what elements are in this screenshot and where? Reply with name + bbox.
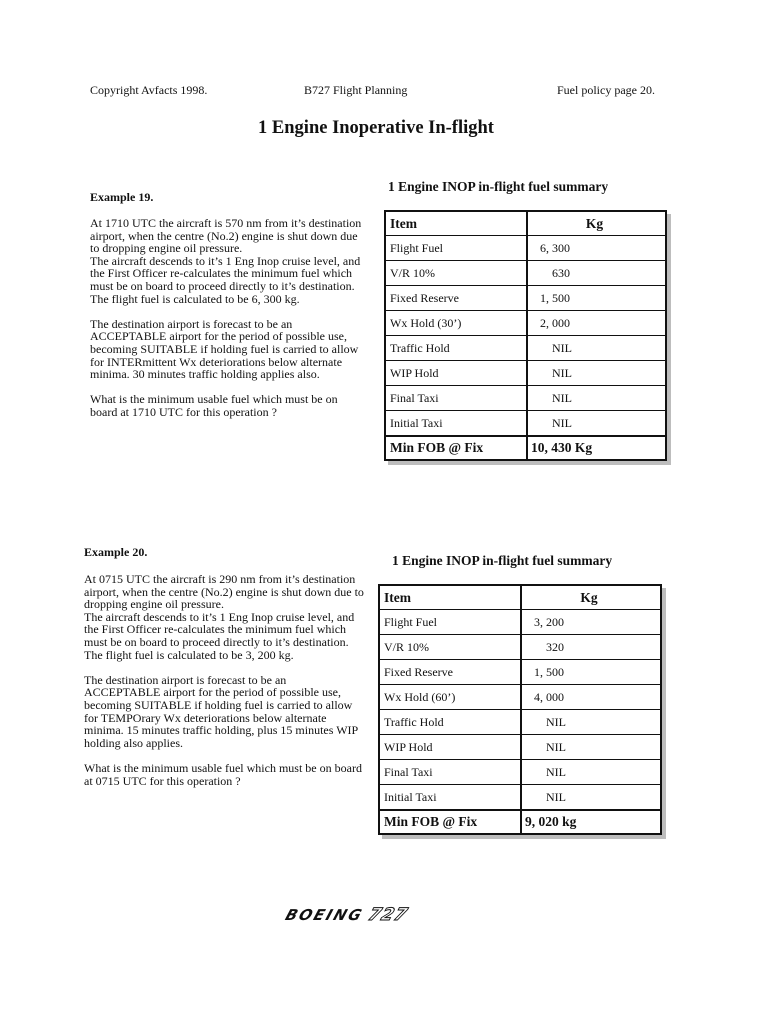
example-19-table-title: 1 Engine INOP in-flight fuel summary (388, 179, 609, 194)
row-kg: NIL (527, 411, 666, 437)
table-row (385, 411, 666, 437)
example-19-label: Example 19. (90, 190, 154, 204)
table-header-row (385, 211, 666, 236)
row-item: WIP Hold (379, 735, 521, 760)
example-19-scenario: At 1710 UTC the aircraft is 570 nm from it’s destination airport, when the centre (No.2) engine is shut down due to dropping engine oil pressure. The aircraft descends to it’s 1 Eng Inop cruise level, and the First Officer re-calculates the minimum fuel which must be on board to proceed directly to it’s destination. The flight fuel is calculated to be 6, 300 kg. (90, 216, 362, 306)
row-kg: 630 (527, 261, 666, 286)
total-value: 9, 020 kg (521, 810, 661, 834)
page-reference: Fuel policy page 20. (557, 83, 655, 97)
table-row (385, 236, 666, 261)
row-item: Final Taxi (385, 386, 527, 411)
total-label: Min FOB @ Fix (385, 436, 527, 460)
row-item: Final Taxi (379, 760, 521, 785)
row-kg: NIL (527, 361, 666, 386)
row-item: Wx Hold (30’) (385, 311, 527, 336)
row-kg: NIL (521, 735, 661, 760)
row-kg: 2, 000 (527, 311, 666, 336)
example-20-table-title: 1 Engine INOP in-flight fuel summary (392, 553, 613, 568)
table-row (385, 386, 666, 411)
col-item-header: Item (379, 585, 521, 610)
example-20-scenario: At 0715 UTC the aircraft is 290 nm from it’s destination airport, when the centre (No.2) engine is shut down due to dropping engine oil pressure. The aircraft descends to it’s 1 Eng Inop cruise level, and the First Officer re-calculates the minimum fuel which must be on board to proceed directly to it’s destination. The flight fuel is calculated to be 3, 200 kg. (84, 572, 364, 662)
table-row (379, 635, 661, 660)
row-kg: 320 (521, 635, 661, 660)
row-kg: 1, 500 (521, 660, 661, 685)
table-row (385, 261, 666, 286)
col-item-header: Item (385, 211, 527, 236)
row-item: Wx Hold (60’) (379, 685, 521, 710)
row-item: Initial Taxi (379, 785, 521, 811)
example-19-conditions: The destination airport is forecast to be an ACCEPTABLE airport for the period of possible use, becoming SUITABLE if holding fuel is carried to allow for INTERmittent Wx deteriorations below alternate minima. 30 minutes traffic holding applies also. (90, 316, 359, 382)
table-total-row (385, 436, 666, 460)
table-row (379, 760, 661, 785)
row-item: Flight Fuel (385, 236, 527, 261)
table-row (379, 610, 661, 635)
row-item: Flight Fuel (379, 610, 521, 635)
col-kg-header: Kg (521, 585, 661, 610)
logo-model: 727 (365, 905, 411, 925)
table-row (379, 710, 661, 735)
example-19-fuel-table (384, 210, 667, 461)
row-item: WIP Hold (385, 361, 527, 386)
row-kg: NIL (527, 386, 666, 411)
example-19-question: What is the minimum usable fuel which must be on board at 1710 UTC for this operation ? (90, 392, 338, 419)
example-19-text (90, 217, 365, 431)
row-item: Fixed Reserve (379, 660, 521, 685)
row-item: Initial Taxi (385, 411, 527, 437)
row-item: V/R 10% (385, 261, 527, 286)
boeing-727-logo (283, 905, 411, 925)
row-kg: NIL (527, 336, 666, 361)
table-row (385, 336, 666, 361)
example-20-fuel-table (378, 584, 662, 835)
total-value: 10, 430 Kg (527, 436, 666, 460)
table-row (385, 361, 666, 386)
example-20-question: What is the minimum usable fuel which must be on board at 0715 UTC for this operation ? (84, 760, 362, 788)
logo-brand: BOEING (283, 906, 366, 924)
row-item: V/R 10% (379, 635, 521, 660)
row-item: Traffic Hold (379, 710, 521, 735)
course-title: B727 Flight Planning (304, 83, 408, 97)
example-20-conditions: The destination airport is forecast to be an ACCEPTABLE airport for the period of possible use, becoming SUITABLE if holding fuel is carried to allow for TEMPOrary Wx deteriorations below alternate minima. 15 minutes traffic holding, plus 15 minutes WIP holding also applies. (84, 672, 358, 750)
row-kg: 1, 500 (527, 286, 666, 311)
example-20-label: Example 20. (84, 545, 148, 559)
table-row (385, 286, 666, 311)
row-kg: NIL (521, 760, 661, 785)
row-kg: NIL (521, 710, 661, 735)
table-total-row (379, 810, 661, 834)
table-row (379, 785, 661, 811)
row-kg: 4, 000 (521, 685, 661, 710)
table-header-row (379, 585, 661, 610)
row-item: Fixed Reserve (385, 286, 527, 311)
row-kg: 3, 200 (521, 610, 661, 635)
table-row (379, 735, 661, 760)
example-20-text (84, 573, 364, 800)
copyright-text: Copyright Avfacts 1998. (90, 83, 208, 97)
row-kg: 6, 300 (527, 236, 666, 261)
row-item: Traffic Hold (385, 336, 527, 361)
page-title: 1 Engine Inoperative In-flight (258, 118, 494, 138)
table-row (379, 685, 661, 710)
col-kg-header: Kg (527, 211, 666, 236)
total-label: Min FOB @ Fix (379, 810, 521, 834)
table-row (385, 311, 666, 336)
table-row (379, 660, 661, 685)
row-kg: NIL (521, 785, 661, 811)
